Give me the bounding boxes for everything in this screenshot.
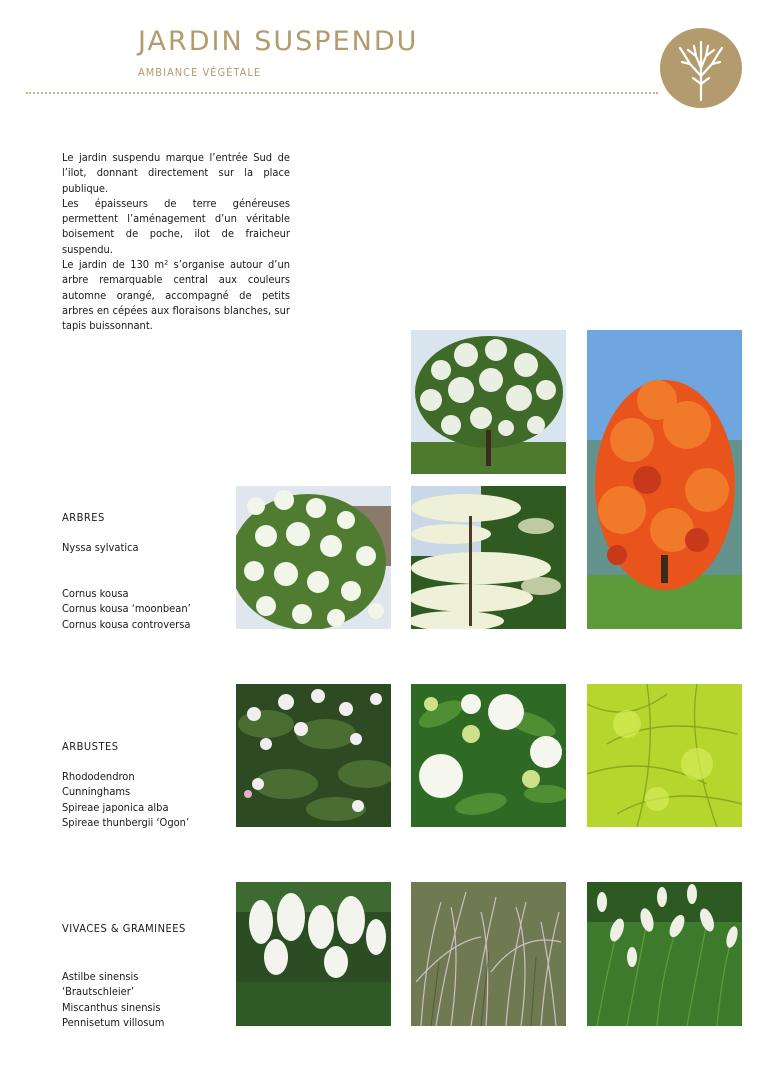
plant-name: Astilbe sinensis <box>62 970 139 983</box>
section-heading-arbres: ARBRES <box>62 511 105 524</box>
photo-rhododendron <box>236 684 391 827</box>
page-subtitle: AMBIANCE VÉGÉTALE <box>138 66 262 79</box>
plant-name: ‘Brautschleier’ <box>62 985 134 999</box>
photo-cornus-controversa <box>411 486 566 629</box>
section-heading-vivaces: VIVACES & GRAMINEES <box>62 922 186 935</box>
section-heading-arbustes: ARBUSTES <box>62 740 119 753</box>
tree-icon <box>660 28 742 108</box>
plant-name: Miscanthus sinensis <box>62 1000 161 1014</box>
page-title: JARDIN SUSPENDU <box>138 26 419 57</box>
plant-name: Spireae japonica alba <box>62 800 169 814</box>
plant-name: Spireae thunbergii ‘Ogon’ <box>62 815 190 829</box>
photo-astilbe <box>236 882 391 1026</box>
plant-name: Rhododendron <box>62 770 135 783</box>
photo-cornus-kousa <box>236 486 391 629</box>
header-divider <box>26 92 658 94</box>
photo-pennisetum <box>587 882 742 1026</box>
plant-name: Pennisetum villosum <box>62 1015 165 1029</box>
logo <box>660 28 742 108</box>
photo-miscanthus <box>411 882 566 1026</box>
photo-spiraea-ogon <box>587 684 742 827</box>
photo-cornus-tree <box>411 330 566 474</box>
intro-paragraph: Les épaisseurs de terre généreuses permettent l’aménagement d’un véritable boisement de poche, ilot de fraicheur suspendu. <box>62 196 290 256</box>
plant-name: Cornus kousa <box>62 587 129 600</box>
plant-name: Cornus kousa ‘moonbean’ <box>62 602 191 616</box>
featured-tree-name: Nyssa sylvatica <box>62 541 139 554</box>
plant-list-arbres <box>62 586 191 632</box>
plant-name: Cornus kousa controversa <box>62 617 191 631</box>
plant-list-vivaces <box>62 969 164 1030</box>
intro-text <box>62 150 290 334</box>
plant-list-arbustes <box>62 769 189 830</box>
photo-nyssa-sylvatica <box>587 330 742 629</box>
photo-spiraea-alba <box>411 684 566 827</box>
plant-name: Cunninghams <box>62 785 131 799</box>
intro-paragraph: Le jardin de 130 m² s’organise autour d’un arbre remarquable central aux couleurs automne orangé, accompagné de petits arbres en cépées aux floraisons blanches, sur tapis buissonnant. <box>62 258 290 333</box>
intro-paragraph: Le jardin suspendu marque l’entrée Sud de l’ilot, donnant directement sur la place publique. <box>62 151 290 195</box>
